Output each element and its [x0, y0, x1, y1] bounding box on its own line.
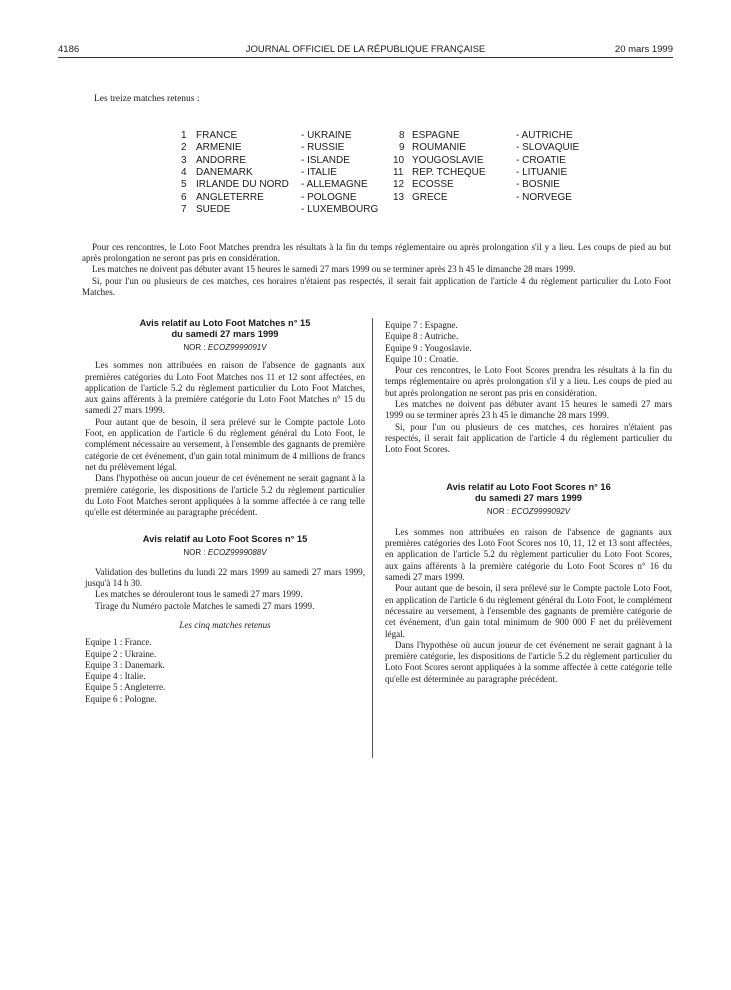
right-column [385, 320, 672, 685]
left-column [85, 318, 365, 705]
avis2-title: Avis relatif au Loto Foot Scores n° 15 [142, 534, 308, 545]
column-divider [372, 318, 373, 758]
equipe-item: Equipe 10 : Croatie. [385, 353, 459, 364]
avis1-title: Avis relatif au Loto Foot Matches n° 15 du samedi 27 mars 1999 [139, 318, 311, 339]
equipe-item: Equipe 6 : Pologne. [85, 693, 157, 704]
avis2-rule: Les matches ne doivent pas débuter avant 15 heures le samedi 27 mars 1999 ou se terminer après 23 h 45 le dimanche 28 mars 1999. [385, 399, 672, 421]
equipe-item: Equipe 9 : Yougoslavie. [385, 342, 472, 353]
avis1-paragraph: Les sommes non attribuées en raison de l'absence de gagnants aux premières catégories du Loto Foot Matches nos 11 et 12 sont affectées, en application de l'article 5.2 du règlement particulier du Loto Foot Matches, aux gains afférents à la première catégorie du Loto Foot Matches n° 15 du samedi 27 mars 1999. [85, 360, 365, 416]
avis2-nor: NOR : ECOZ9999088V [183, 548, 267, 558]
equipe-item: Equipe 1 : France. [85, 637, 152, 648]
equipe-item: Equipe 8 : Autriche. [385, 331, 459, 342]
rules-paragraph: Les matches ne doivent pas débuter avant 15 heures le samedi 27 mars 1999 ou se terminer après 23 h 45 le dimanche 28 mars 1999. [92, 264, 576, 275]
journal-title: JOURNAL OFFICIEL DE LA RÉPUBLIQUE FRANÇAISE [245, 44, 486, 55]
avis1-paragraph: Dans l'hypothèse où aucun joueur de cet événement ne serait gagnant à la première catégorie, les dispositions de l'article 5.2 du règlement particulier du Loto Foot Matches seront appliquées à la somme affectée à ce rang telle qu'elle est déterminée au paragraphe précédent. [85, 473, 365, 518]
avis2-paragraph: Les matches se dérouleront tous le samedi 27 mars 1999. [95, 589, 303, 600]
avis2-rule: Pour ces rencontres, le Loto Foot Scores prendra les résultats à la fin du temps réglementaire ou après prolongation s'il y a lieu. Les coups de pied au but après prolongation ne seront pas pris en considération. [385, 365, 672, 398]
avis3-paragraph: Dans l'hypothèse où aucun joueur de cet événement ne serait gagnant à la première catégorie, les dispositions de l'article 5.2 du règlement particulier du Loto Foot Scores seront appliquées à la somme affectée à cette catégorie telle qu'elle est déterminée au paragraphe précédent. [385, 639, 672, 684]
rules-paragraph: Pour ces rencontres, le Loto Foot Matches prendra les résultats à la fin du temps réglementaire ou après prolongation s'il y a lieu. Les coups de pied au but après prolongation ne seront pas pris en considération. [82, 242, 671, 264]
avis3-title: Avis relatif au Loto Foot Scores n° 16 du samedi 27 mars 1999 [446, 481, 611, 503]
header-rule [58, 57, 673, 58]
equipe-item: Equipe 5 : Angleterre. [85, 682, 166, 693]
intro-text: Les treize matches retenus : [94, 94, 200, 104]
avis3-paragraph: Pour autant que de besoin, il sera prélevé sur le Compte pactole Loto Foot, en application de l'article 6 du règlement général du Loto Foot, le complément nécessaire au versement, à l'ensemble des gagnants de première catégorie de cet événement, d'un gain total minimum de 900 000 F net du prélèvement légal. [385, 583, 672, 639]
equipe-item: Equipe 3 : Danemark. [85, 659, 165, 670]
avis1-nor: NOR : ECOZ9999091V [183, 343, 267, 352]
matches-table: 1 FRANCE - UKRAINE 2 ARMENIE - RUSSIE 3 ANDORRE - ISLANDE 4 DANEMARK - ITALIE 5 IRLANDE DU NORD - ALLEMAGNE 6 ANGLETERRE - POLOGNE 7 SUEDE - LUXEMBOURG 8 ESPAGNE - AUTRICHE 9 ROUMANIE - SLOVAQUIE 10 YOUGOSLAVIE - CROATIE 11 REP. TCHEQUE - LITUANIE 12 ECOSSE - BOSNIE 13 GRECE - NORVEGE [181, 130, 580, 215]
avis3-nor: NOR : ECOZ9999092V [486, 506, 571, 516]
avis2-rule: Si, pour l'un ou plusieurs de ces matches, ces horaires n'étaient pas respectés, il serait fait application de l'article 4 du règlement particulier du Loto Foot Scores. [385, 421, 672, 455]
equipe-item: Equipe 2 : Ukraine. [85, 648, 157, 659]
avis2-subhead: Les cinq matches retenus [179, 619, 271, 630]
issue-date: 20 mars 1999 [614, 44, 673, 55]
rules-paragraph: Si, pour l'un ou plusieurs de ces matches, ces horaires n'étaient pas respectés, il serait fait application de l'article 4 du règlement particulier du Loto Foot Matches. [82, 275, 671, 297]
avis2-paragraph: Validation des bulletins du lundi 22 mars 1999 au samedi 27 mars 1999, jusqu'à 14 h 30. [85, 566, 365, 589]
equipe-item: Equipe 4 : Italie. [85, 671, 146, 682]
avis3-paragraph: Les sommes non attribuées en raison de l'absence de gagnants aux premières catégories des Loto Foot Scores nos 10, 11, 12 et 13 sont affectées, en application de l'article 5.2 du règlement particulier du Loto Foot Scores, aux gains afférents à la première catégorie du Loto Foot Scores n° 16 du samedi 27 mars 1999. [385, 526, 672, 583]
avis2-paragraph: Tirage du Numéro pactole Matches le samedi 27 mars 1999. [95, 600, 315, 611]
avis1-paragraph: Pour autant que de besoin, il sera prélevé sur le Compte pactole Loto Foot, en application de l'article 6 du règlement général du Loto Foot, le complément nécessaire au versement, à l'ensemble des gagnants de première catégorie de cet événement, d'un gain total minimum de 4 millions de francs net du prélèvement légal. [85, 416, 365, 472]
page-number: 4186 [58, 44, 80, 55]
equipe-item: Equipe 7 : Espagne. [385, 320, 458, 330]
matches-rules [82, 242, 671, 298]
